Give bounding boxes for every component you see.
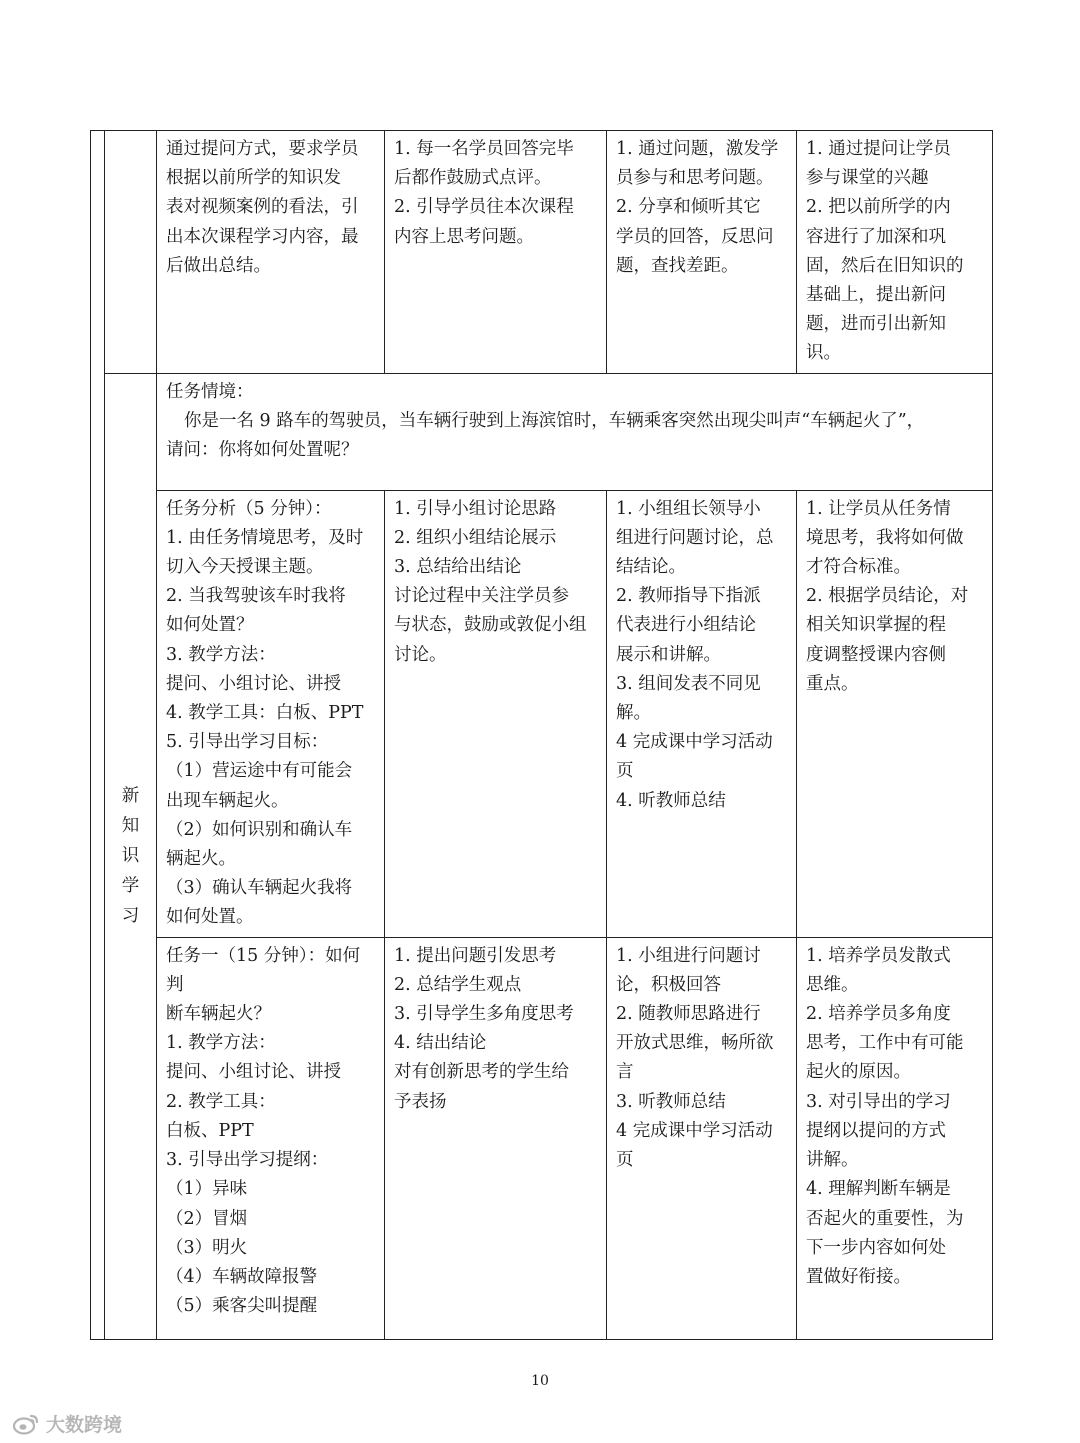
text-line: 出现车辆起火。: [166, 790, 289, 811]
task-analysis-row: [91, 490, 993, 937]
text-line: 1. 通过问题，激发学: [616, 139, 779, 159]
text-line: 开放式思维，畅所欲: [616, 1033, 774, 1054]
sidebar-empty-cell: [105, 131, 157, 374]
text-line: （4）车辆故障报警: [166, 1266, 318, 1287]
text-line: 后做出总结。: [166, 255, 271, 276]
watermark-text: 大数跨境: [46, 1414, 123, 1436]
text-line: 对有创新思考的学生给: [394, 1062, 569, 1083]
text-line: 辆起火。: [166, 849, 236, 870]
task-scenario-title: 任务情境：: [166, 381, 254, 402]
text-line: （2）如何识别和确认车: [166, 819, 353, 840]
text-line: 言: [616, 1062, 634, 1083]
text-line: （2）冒烟: [166, 1208, 248, 1229]
text-line: 下一步内容如何处: [806, 1237, 946, 1258]
text-line: 通过提问方式，要求学员: [166, 139, 359, 159]
intro-row: [91, 131, 993, 374]
page-number: 10: [531, 1373, 549, 1389]
text-line: 组进行问题讨论，总: [616, 527, 774, 548]
task-analysis-teacher-cell: [385, 490, 607, 937]
section-label-char: 习: [121, 906, 140, 927]
text-line: 讨论过程中关注学员参: [394, 586, 569, 607]
text-line: 2. 引导学员往本次课程: [394, 197, 574, 218]
task-one-content-cell: [157, 937, 385, 1339]
text-line: 4. 理解判断车辆是: [806, 1179, 951, 1200]
text-line: 境思考，我将如何做: [806, 527, 964, 548]
task-scenario-row: [91, 373, 993, 490]
watermark: [12, 1410, 122, 1437]
text-line: 代表进行小组结论: [616, 615, 756, 636]
section-label-char: 新: [121, 786, 140, 807]
text-line: 4. 结出结论: [394, 1033, 487, 1054]
text-line: 员参与和思考问题。: [616, 168, 774, 189]
task-scenario-text: 请问：你将如何处置呢？: [166, 440, 359, 461]
text-line: 基础上，提出新问: [806, 285, 946, 306]
task-one-student-cell: [607, 937, 797, 1339]
text-line: 2. 组织小组结论展示: [394, 527, 557, 548]
text-line: 解。: [616, 703, 651, 724]
text-line: 提问、小组讨论、讲授: [166, 1062, 341, 1083]
text-line: 思考，工作中有可能: [806, 1033, 964, 1054]
text-line: 断车辆起火？: [166, 1004, 271, 1025]
text-line: 相关知识掌握的程: [806, 615, 946, 636]
text-line: 内容上思考问题。: [394, 226, 534, 247]
text-line: 才符合标准。: [806, 557, 911, 578]
text-line: 后都作鼓励式点评。: [394, 168, 552, 189]
text-line: 讲解。: [806, 1150, 859, 1171]
text-line: 2. 随教师思路进行: [616, 1004, 761, 1025]
text-line: 度调整授课内容侧: [806, 644, 946, 665]
weibo-icon: [12, 1413, 40, 1435]
task-scenario-text: 你是一名 9 路车的驾驶员，当车辆行驶到上海滨馆时，车辆乘客突然出现尖叫声“车辆起火了”，: [184, 410, 925, 431]
text-line: 如何处置。: [166, 907, 254, 928]
text-line: 4 完成课中学习活动: [616, 732, 773, 753]
text-line: 1. 每一名学员回答完毕: [394, 139, 574, 159]
section-label-char: 识: [121, 846, 140, 867]
text-line: 3. 对引导出的学习: [806, 1091, 951, 1112]
task-analysis-purpose-cell: [797, 490, 993, 937]
text-line: 1. 小组组长领导小: [616, 498, 761, 519]
text-line: 参与课堂的兴趣: [806, 168, 929, 189]
text-line: 2. 教师指导下指派: [616, 586, 761, 607]
task-analysis-content-cell: [157, 490, 385, 937]
text-line: 2. 培养学员多角度: [806, 1004, 951, 1025]
text-line: 3. 引导出学习提纲：: [166, 1150, 329, 1171]
text-line: 学员的回答，反思问: [616, 226, 774, 247]
task-one-row: [91, 937, 993, 1339]
text-line: 2. 根据学员结论，对: [806, 586, 969, 607]
intro-content-cell: [157, 131, 385, 374]
text-line: 予表扬: [394, 1091, 447, 1112]
text-line: 提问、小组讨论、讲授: [166, 673, 341, 694]
text-line: 讨论。: [394, 644, 447, 665]
text-line: 容进行了加深和巩: [806, 226, 946, 247]
section-label: [121, 781, 141, 931]
intro-student-cell: [607, 131, 797, 374]
text-line: 3. 教学方法：: [166, 644, 276, 665]
text-line: 1. 通过提问让学员: [806, 139, 951, 159]
text-line: 1. 让学员从任务情: [806, 498, 951, 519]
text-line: 1. 培养学员发散式: [806, 945, 951, 966]
section-label-cell: [105, 373, 157, 1339]
text-line: 思维。: [806, 974, 859, 995]
text-line: 展示和讲解。: [616, 644, 721, 665]
text-line: 3. 总结给出结论: [394, 557, 522, 578]
text-line: 否起火的重要性，为: [806, 1208, 964, 1229]
text-line: （3）明火: [166, 1237, 248, 1258]
text-line: 提纲以提问的方式: [806, 1120, 946, 1141]
text-line: 1. 小组进行问题讨: [616, 945, 761, 966]
text-line: 1. 提出问题引发思考: [394, 945, 557, 966]
task-one-teacher-cell: [385, 937, 607, 1339]
text-line: 3. 组间发表不同见: [616, 673, 761, 694]
text-line: 任务一（15 分钟）：如何判: [166, 945, 361, 995]
intro-teacher-cell: [385, 131, 607, 374]
text-line: 任务分析（5 分钟）：: [166, 498, 332, 519]
text-line: （5）乘客尖叫提醒: [166, 1296, 318, 1317]
text-line: 5. 引导出学习目标：: [166, 732, 329, 753]
text-line: 页: [616, 761, 634, 782]
task-one-purpose-cell: [797, 937, 993, 1339]
text-line: 2. 当我驾驶该车时我将: [166, 586, 346, 607]
text-line: 4. 教学工具：白板、PPT: [166, 703, 364, 724]
lesson-plan-table: [90, 130, 993, 1340]
text-line: 与状态，鼓励或敦促小组: [394, 615, 587, 636]
text-line: 1. 由任务情境思考，及时: [166, 527, 364, 548]
section-label-char: 学: [121, 876, 140, 897]
text-line: 2. 分享和倾听其它: [616, 197, 761, 218]
text-line: 2. 总结学生观点: [394, 974, 522, 995]
intro-purpose-cell: [797, 131, 993, 374]
text-line: 1. 引导小组讨论思路: [394, 498, 557, 519]
text-line: 表对视频案例的看法，引: [166, 197, 359, 218]
text-line: 切入今天授课主题。: [166, 557, 324, 578]
text-line: 4 完成课中学习活动: [616, 1120, 773, 1141]
text-line: 1. 教学方法：: [166, 1033, 276, 1054]
text-line: 结结论。: [616, 557, 686, 578]
text-line: 题，查找差距。: [616, 255, 739, 276]
text-line: 论，积极回答: [616, 974, 721, 995]
text-line: 题，进而引出新知: [806, 314, 946, 335]
text-line: 页: [616, 1150, 634, 1171]
text-line: 2. 教学工具：: [166, 1091, 276, 1112]
section-label-char: 知: [121, 816, 140, 837]
text-line: 重点。: [806, 673, 859, 694]
text-line: 固，然后在旧知识的: [806, 255, 964, 276]
text-line: 4. 听教师总结: [616, 790, 726, 811]
text-line: 3. 听教师总结: [616, 1091, 726, 1112]
text-line: 2. 把以前所学的内: [806, 197, 951, 218]
text-line: （3）确认车辆起火我将: [166, 878, 353, 899]
text-line: 起火的原因。: [806, 1062, 911, 1083]
text-line: 3. 引导学生多角度思考: [394, 1004, 574, 1025]
text-line: （1）营运途中有可能会: [166, 761, 353, 782]
text-line: 根据以前所学的知识发: [166, 168, 341, 189]
text-line: 置做好衔接。: [806, 1266, 911, 1287]
left-margin-column: [91, 131, 105, 1340]
text-line: （1）异味: [166, 1179, 248, 1200]
text-line: 白板、PPT: [166, 1120, 254, 1141]
text-line: 如何处置？: [166, 615, 254, 636]
text-line: 识。: [806, 343, 841, 364]
task-scenario-cell: [157, 373, 993, 490]
task-analysis-student-cell: [607, 490, 797, 937]
text-line: 出本次课程学习内容，最: [166, 226, 359, 247]
